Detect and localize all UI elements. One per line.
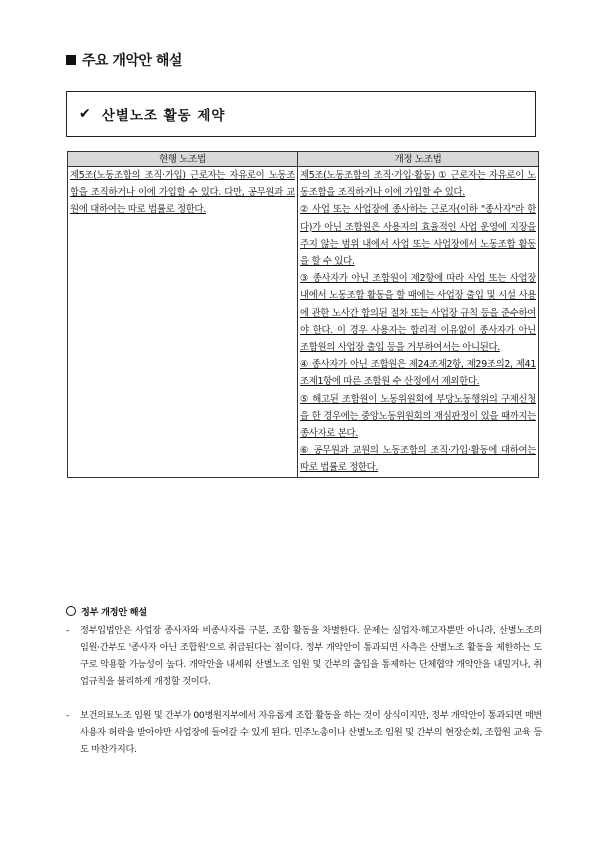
revised-paragraph-1: 제5조(노동조합의 조직·가입·활동) ① 근로자는 자유로이 노동조합을 조직하거나 이에 가입할 수 있다. <box>300 170 536 199</box>
notes-heading-text: 정부 개정안 해설 <box>81 607 147 618</box>
dash-bullet: - <box>66 625 70 636</box>
note-text-1: 정부입법안은 사업장 종사자와 비종사자를 구분, 조합 활동을 차별한다. 문제는 실업자·해고자뿐만 아니라, 산별노조의 임원·간부도 '종사자 아닌 조합원'으로 취급된다는 점이다. 정부 개악안이 통과되면 사측은 산별노조 활동을 제한하는 도구로 악용할 가능성이 높다. 개악안을 내세워 산별노조 임원 및 간부의 출입을 통제하는 단체협약 개악안을 내밀거나, 취업규칙을 불리하게 개정할 것이다. <box>80 625 542 687</box>
note-item-1 <box>66 622 542 690</box>
circle-bullet-icon <box>66 606 76 616</box>
notes-heading <box>66 604 542 621</box>
square-bullet-icon <box>66 55 76 65</box>
check-icon: ✔ <box>79 106 92 122</box>
dash-bullet: - <box>66 710 70 721</box>
current-law-cell <box>68 167 298 478</box>
table-header-row <box>68 152 539 167</box>
section-title-text: 주요 개악안 해설 <box>82 53 182 69</box>
comparison-table <box>67 151 539 478</box>
note-text-2: 보건의료노조 임원 및 간부가 00병원지부에서 자유롭게 조합 활동을 하는 것이 상식이지만, 정부 개악안이 통과되면 매번 사용자 허락을 받아야만 사업장에 들어갈 수 있게 된다. 민주노총이나 산별노조 임원 및 간부의 현장순회, 조합원 교육 등도 마찬가지다. <box>80 710 543 755</box>
notes-section <box>66 604 542 758</box>
revised-paragraph-4: ④ 종사자가 아닌 조합원은 제24조제2항, 제29조의2, 제41조제1항에 따른 조합원 수 산정에서 제외한다. <box>300 359 536 388</box>
revised-paragraph-6: ⑥ 공무원과 교원의 노동조합의 조직·가입·활동에 대하여는 따로 법률로 정한다. <box>300 445 536 474</box>
topic-box <box>66 91 536 137</box>
revised-paragraph-5: ⑤ 해고된 조합원이 노동위원회에 부당노동행위의 구제신청을 한 경우에는 중앙노동위원회의 재심판정이 있을 때까지는 종사자로 본다. <box>300 393 536 440</box>
note-item-2 <box>66 707 542 758</box>
revised-paragraph-3: ③ 종사자가 아닌 조합원이 제2항에 따라 사업 또는 사업장 내에서 노동조합 활동을 할 때에는 사업장 출입 및 시설 사용에 관한 노사간 합의된 절차 또는 사업장 규칙 등을 준수하여야 한다. 이 경우 사용자는 합리적 이유없이 종사자가 아닌 조합원의 사업장 출입 등을 거부하여서는 아니된다. <box>300 273 536 354</box>
header-current-law: 현행 노조법 <box>68 152 298 167</box>
revised-law-cell <box>298 167 539 478</box>
current-law-text: 제5조(노동조합의 조직·가입) 근로자는 자유로이 노동조합을 조직하거나 이에 가입할 수 있다. 다만, 공무원과 교원에 대하여는 따로 법률로 정한다. <box>70 170 295 216</box>
section-title <box>66 50 182 70</box>
topic-title: 산별노조 활동 제약 <box>101 108 226 124</box>
revised-paragraph-2: ② 사업 또는 사업장에 종사하는 근로자(이하 "종사자"라 한다)가 아닌 조합원은 사용자의 효율적인 사업 운영에 지장을 주지 않는 범위 내에서 사업 또는 사업장에서 노동조합 활동을 할 수 있다. <box>300 204 536 268</box>
header-revised-law: 개정 노조법 <box>298 152 539 167</box>
table-row <box>68 167 539 478</box>
